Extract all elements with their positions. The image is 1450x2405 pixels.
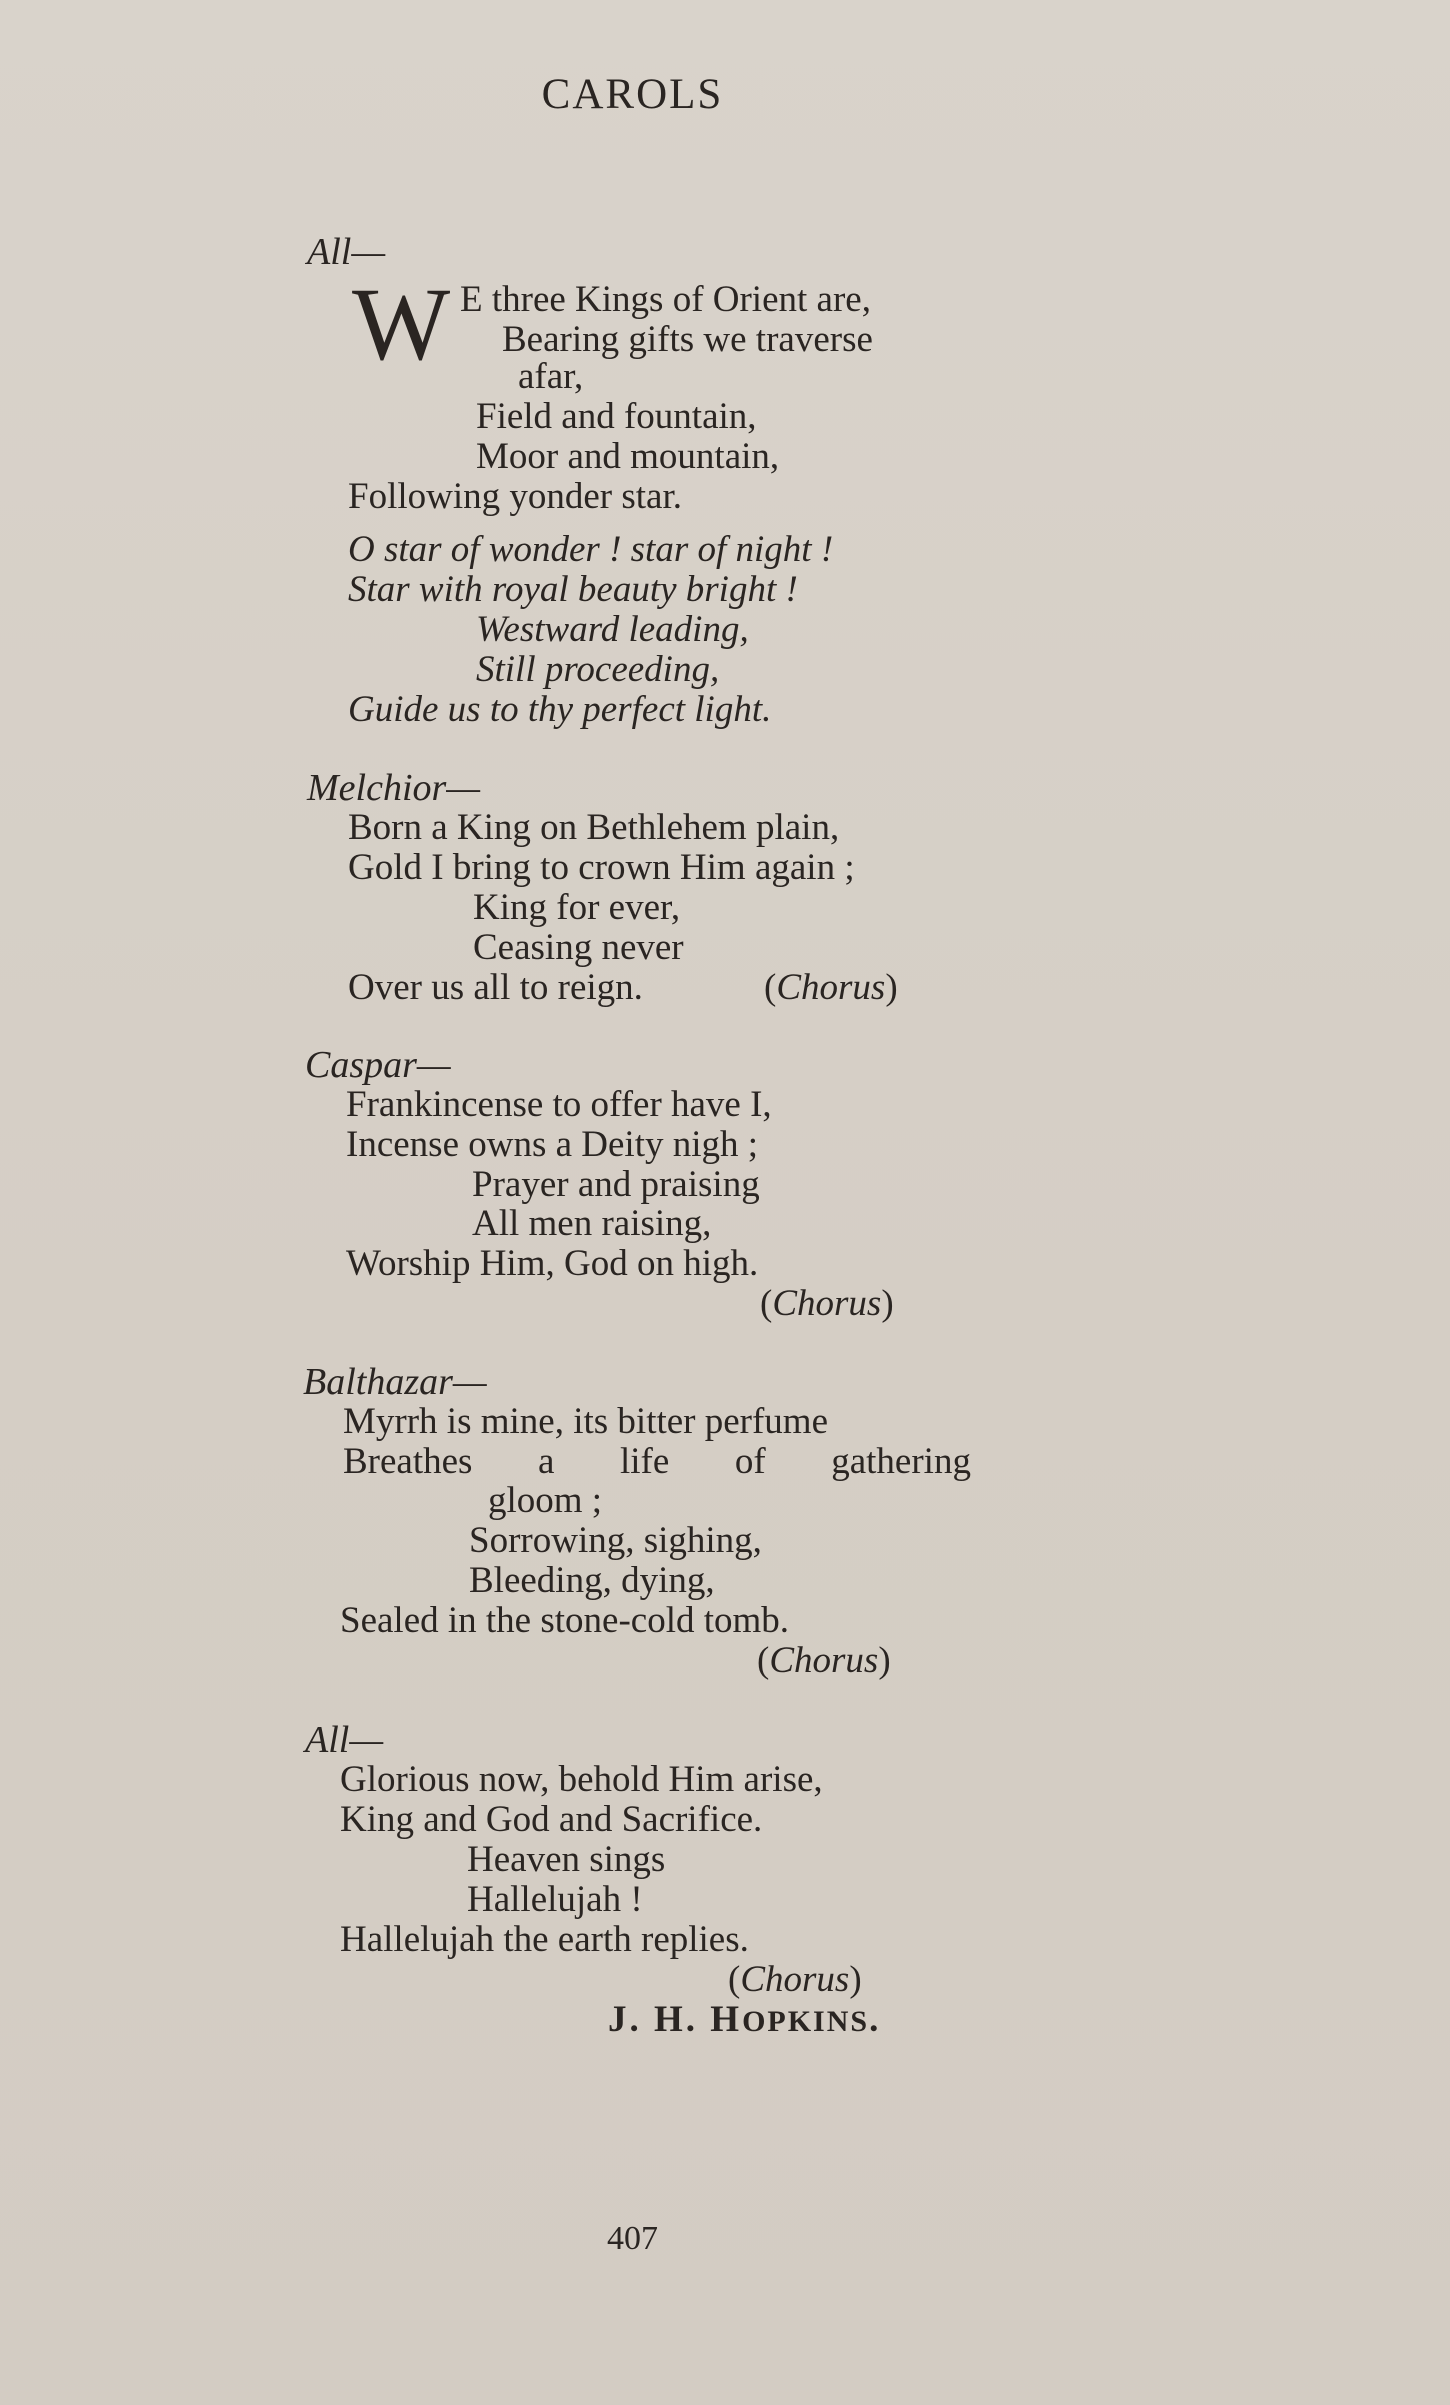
speaker-label: All— — [305, 1719, 384, 1761]
chorus-reference: (Chorus) — [760, 1283, 894, 1324]
verse-line: Bleeding, dying, — [469, 1560, 715, 1601]
chorus-line: Still proceeding, — [476, 649, 720, 690]
verse-line: Incense owns a Deity nigh ; — [346, 1124, 759, 1165]
verse-line: Following yonder star. — [348, 476, 683, 517]
verse-line: Ceasing never — [473, 927, 684, 968]
chorus-reference: (Chorus) — [764, 967, 898, 1008]
verse-line: Hallelujah the earth replies. — [340, 1919, 749, 1960]
chorus-reference: (Chorus) — [728, 1959, 862, 2000]
chorus-line: Star with royal beauty bright ! — [348, 569, 798, 610]
verse-line: Over us all to reign. — [348, 967, 643, 1008]
verse-line: Sorrowing, sighing, — [469, 1520, 762, 1561]
verse-line: Worship Him, God on high. — [346, 1243, 759, 1284]
verse-line: All men raising, — [472, 1203, 712, 1244]
speaker-label: Caspar— — [305, 1044, 451, 1086]
verse-line: Sealed in the stone-cold tomb. — [340, 1600, 790, 1641]
verse-line: afar, — [518, 356, 584, 397]
drop-cap: W — [352, 267, 451, 382]
verse-line: Gold I bring to crown Him again ; — [348, 847, 855, 888]
verse-line: King and God and Sacrifice. — [340, 1799, 763, 1840]
verse-line: Frankincense to offer have I, — [346, 1084, 772, 1125]
speaker-label: Melchior— — [307, 767, 481, 809]
verse-line: gloom ; — [488, 1480, 603, 1521]
chorus-line: Westward leading, — [476, 609, 749, 650]
verse-line: King for ever, — [473, 887, 681, 928]
running-head: CAROLS — [541, 71, 724, 118]
verse-line: Glorious now, behold Him arise, — [340, 1759, 823, 1800]
chorus-line: Guide us to thy perfect light. — [348, 689, 772, 730]
verse-line: Born a King on Bethlehem plain, — [348, 807, 840, 848]
author-attribution: J. H. HOPKINS. — [608, 1999, 882, 2040]
verse-line: Myrrh is mine, its bitter perfume — [343, 1401, 829, 1442]
verse-line: Breathes a life of gathering — [343, 1441, 971, 1482]
verse-line: Bearing gifts we traverse — [502, 319, 873, 360]
speaker-label: All— — [307, 231, 386, 273]
verse-line: Prayer and praising — [472, 1164, 760, 1205]
verse-line: E three Kings of Orient are, — [460, 279, 871, 320]
chorus-line: O star of wonder ! star of night ! — [348, 529, 834, 570]
page-number: 407 — [607, 2220, 658, 2257]
verse-line: Moor and mountain, — [476, 436, 780, 477]
speaker-label: Balthazar— — [303, 1361, 487, 1403]
verse-line: Heaven sings — [467, 1839, 666, 1880]
chorus-reference: (Chorus) — [757, 1640, 891, 1681]
verse-line: Field and fountain, — [476, 396, 757, 437]
verse-line: Hallelujah ! — [467, 1879, 643, 1920]
